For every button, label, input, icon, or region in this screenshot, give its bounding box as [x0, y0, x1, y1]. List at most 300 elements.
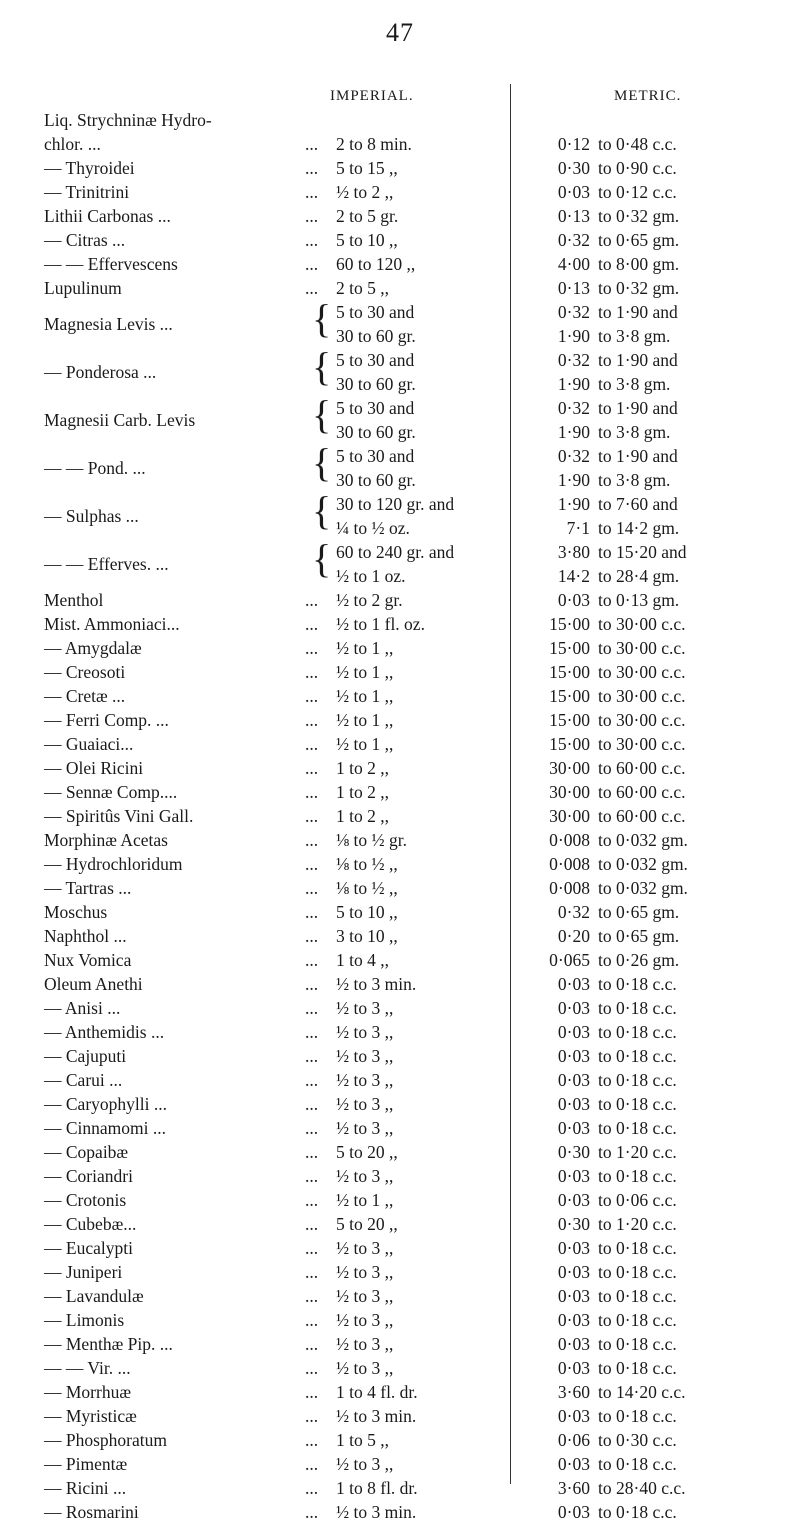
- table-row: [0, 440, 800, 494]
- table-row-line: [0, 1430, 800, 1451]
- table-row-line: [0, 374, 800, 395]
- metric-dose-high: to 1·90 and: [598, 350, 678, 370]
- imperial-dose: ½ to 2 ,,: [336, 182, 394, 202]
- metric-dose-low: 1·90: [557, 422, 590, 442]
- metric-dose-high: to 0·32 gm.: [598, 278, 680, 298]
- leader-dots: ...: [305, 638, 319, 658]
- imperial-dose: ½ to 1 ,,: [336, 662, 394, 682]
- table-row: [0, 782, 800, 806]
- metric-dose-low: 3·60: [557, 1478, 590, 1498]
- table-row-line: [0, 806, 800, 827]
- imperial-dose: ½ to 3 ,,: [336, 1118, 394, 1138]
- table-row: [0, 1046, 800, 1070]
- drug-name: — Citras ...: [44, 230, 126, 250]
- imperial-dose: 1 to 4 fl. dr.: [336, 1382, 418, 1402]
- imperial-dose: 5 to 30 and: [336, 350, 415, 370]
- metric-dose-high: to 30·00 c.c.: [598, 710, 686, 730]
- drug-name: — Cubebæ...: [44, 1214, 137, 1234]
- drug-name: — — Effervescens: [44, 254, 178, 274]
- metric-dose-high: to 0·65 gm.: [598, 902, 680, 922]
- leader-dots: ...: [305, 1334, 319, 1354]
- drug-name: — Myristicæ: [44, 1406, 137, 1426]
- imperial-dose: ½ to 1 ,,: [336, 686, 394, 706]
- table-row-line: [0, 710, 800, 731]
- drug-name: Menthol: [44, 590, 104, 610]
- table-row-line: [0, 1382, 800, 1403]
- leader-dots: ...: [305, 1166, 319, 1186]
- table-row: [0, 662, 800, 686]
- imperial-dose: ½ to 1 ,,: [336, 734, 394, 754]
- table-row-line: [0, 1142, 800, 1163]
- imperial-dose: ½ to 3 ,,: [336, 1046, 394, 1066]
- metric-dose-high: to 0·18 c.c.: [598, 1094, 677, 1114]
- drug-name: — Lavandulæ: [44, 1286, 144, 1306]
- metric-dose-low: 0·13: [557, 206, 590, 226]
- table-row-line: [0, 950, 800, 971]
- leader-dots: ...: [305, 1310, 319, 1330]
- metric-dose-low: 0·30: [557, 1142, 590, 1162]
- table-row-line: [0, 110, 800, 131]
- table-row: [0, 1310, 800, 1334]
- leader-dots: ...: [305, 878, 319, 898]
- table-row: [0, 1454, 800, 1478]
- drug-name: — Spiritûs Vini Gall.: [44, 806, 194, 826]
- table-row-line: [0, 1310, 800, 1331]
- table-row-line: [0, 974, 800, 995]
- drug-name: — Copaibæ: [44, 1142, 129, 1162]
- metric-dose-high: to 0·18 c.c.: [598, 1286, 677, 1306]
- imperial-dose: 5 to 15 ,,: [336, 158, 398, 178]
- metric-dose-high: to 0·18 c.c.: [598, 1262, 677, 1282]
- brace-mark: {: [312, 296, 332, 341]
- drug-name: — Anthemidis ...: [44, 1022, 165, 1042]
- leader-dots: ...: [305, 182, 319, 202]
- table-row-line: [0, 1046, 800, 1067]
- metric-dose-high: to 0·032 gm.: [598, 854, 688, 874]
- table-row-line: [0, 1238, 800, 1259]
- brace-mark: {: [312, 488, 332, 533]
- imperial-dose: 3 to 10 ,,: [336, 926, 398, 946]
- table-row: [0, 230, 800, 254]
- table-row: [0, 950, 800, 974]
- metric-dose-low: 0·32: [557, 302, 590, 322]
- imperial-dose: 5 to 30 and: [336, 446, 415, 466]
- metric-dose-low: 0·03: [557, 1358, 590, 1378]
- drug-name: — Coriandri: [44, 1166, 133, 1186]
- metric-dose-high: to 0·18 c.c.: [598, 1118, 677, 1138]
- imperial-dose: 1 to 2 ,,: [336, 758, 389, 778]
- table-row-line: [0, 1478, 800, 1499]
- imperial-dose: 5 to 10 ,,: [336, 902, 398, 922]
- metric-dose-high: to 28·4 gm.: [598, 566, 680, 586]
- leader-dots: ...: [305, 758, 319, 778]
- table-row: [0, 1022, 800, 1046]
- imperial-dose: ½ to 3 ,,: [336, 1022, 394, 1042]
- metric-dose-low: 0·008: [549, 854, 590, 874]
- metric-dose-low: 15·00: [549, 734, 590, 754]
- metric-dose-high: to 0·18 c.c.: [598, 1454, 677, 1474]
- table-row-line: [0, 1094, 800, 1115]
- leader-dots: ...: [305, 1262, 319, 1282]
- table-row-line: [0, 1118, 800, 1139]
- dosage-table: [0, 110, 800, 1526]
- table-row-line: [0, 998, 800, 1019]
- table-row-line: [0, 758, 800, 779]
- metric-dose-low: 0·03: [557, 1022, 590, 1042]
- table-row: [0, 710, 800, 734]
- leader-dots: ...: [305, 926, 319, 946]
- metric-dose-high: to 1·90 and: [598, 446, 678, 466]
- leader-dots: ...: [305, 206, 319, 226]
- drug-name: Moschus: [44, 902, 108, 922]
- imperial-dose: ⅛ to ½ gr.: [336, 830, 407, 850]
- table-row: [0, 686, 800, 710]
- table-row: [0, 734, 800, 758]
- metric-dose-high: to 28·40 c.c.: [598, 1478, 686, 1498]
- metric-dose-high: to 0·18 c.c.: [598, 1310, 677, 1330]
- table-row-line: [0, 230, 800, 251]
- metric-dose-high: to 1·20 c.c.: [598, 1142, 677, 1162]
- metric-dose-low: 0·30: [557, 158, 590, 178]
- drug-name: — Hydrochloridum: [44, 854, 183, 874]
- table-row-line: [0, 1214, 800, 1235]
- metric-dose-high: to 0·18 c.c.: [598, 1358, 677, 1378]
- metric-dose-low: 0·03: [557, 182, 590, 202]
- metric-dose-high: to 14·20 c.c.: [598, 1382, 686, 1402]
- metric-dose-low: 0·03: [557, 1238, 590, 1258]
- metric-dose-low: 0·03: [557, 998, 590, 1018]
- imperial-dose: ½ to 3 ,,: [336, 1262, 394, 1282]
- imperial-dose: ½ to 3 ,,: [336, 1286, 394, 1306]
- imperial-dose: ⅛ to ½ ,,: [336, 878, 398, 898]
- table-row: [0, 638, 800, 662]
- imperial-dose: 30 to 60 gr.: [336, 422, 416, 442]
- brace-mark: {: [312, 440, 332, 485]
- drug-name: — Phosphoratum: [44, 1430, 167, 1450]
- drug-name: — Anisi ...: [44, 998, 121, 1018]
- drug-name: — — Efferves. ...: [44, 554, 169, 574]
- table-row-line: [0, 1454, 800, 1475]
- drug-name: — Juniperi: [44, 1262, 123, 1282]
- drug-name: Mist. Ammoniaci...: [44, 614, 180, 634]
- metric-dose-low: 0·32: [557, 902, 590, 922]
- metric-dose-high: to 0·18 c.c.: [598, 1502, 677, 1522]
- metric-dose-low: 1·90: [557, 326, 590, 346]
- brace-mark: {: [312, 344, 332, 389]
- metric-dose-low: 0·32: [557, 398, 590, 418]
- metric-dose-high: to 30·00 c.c.: [598, 686, 686, 706]
- table-row: [0, 1382, 800, 1406]
- leader-dots: ...: [305, 686, 319, 706]
- metric-dose-high: to 0·18 c.c.: [598, 1406, 677, 1426]
- metric-dose-low: 0·03: [557, 1118, 590, 1138]
- metric-dose-high: to 0·18 c.c.: [598, 974, 677, 994]
- table-row: [0, 1214, 800, 1238]
- leader-dots: ...: [305, 1118, 319, 1138]
- drug-name: — Ponderosa ...: [44, 362, 157, 382]
- table-row: [0, 758, 800, 782]
- imperial-dose: ½ to 3 ,,: [336, 998, 394, 1018]
- metric-dose-high: to 14·2 gm.: [598, 518, 680, 538]
- metric-dose-low: 0·03: [557, 1262, 590, 1282]
- table-row: [0, 1238, 800, 1262]
- table-row: [0, 1190, 800, 1214]
- drug-name: — Sulphas ...: [44, 506, 139, 526]
- imperial-dose: 5 to 30 and: [336, 398, 415, 418]
- imperial-dose: ½ to 3 min.: [336, 1502, 417, 1522]
- metric-dose-low: 0·03: [557, 1166, 590, 1186]
- imperial-dose: ¼ to ½ oz.: [336, 518, 410, 538]
- metric-dose-high: to 1·90 and: [598, 398, 678, 418]
- leader-dots: ...: [305, 1094, 319, 1114]
- table-row: [0, 536, 800, 590]
- table-row-line: [0, 1406, 800, 1427]
- drug-name: Naphthol ...: [44, 926, 127, 946]
- imperial-dose: ½ to 3 ,,: [336, 1166, 394, 1186]
- table-row: [0, 278, 800, 302]
- metric-dose-low: 15·00: [549, 662, 590, 682]
- leader-dots: ...: [305, 1358, 319, 1378]
- leader-dots: ...: [305, 1430, 319, 1450]
- table-row-line: [0, 590, 800, 611]
- table-row: [0, 1334, 800, 1358]
- table-row: [0, 1262, 800, 1286]
- imperial-dose: ½ to 2 gr.: [336, 590, 403, 610]
- table-row: [0, 1502, 800, 1526]
- imperial-dose: 1 to 8 fl. dr.: [336, 1478, 418, 1498]
- table-row: [0, 1406, 800, 1430]
- table-row-line: [0, 206, 800, 227]
- table-row: [0, 1478, 800, 1502]
- table-row-line: [0, 254, 800, 275]
- imperial-dose: ½ to 3 ,,: [336, 1310, 394, 1330]
- leader-dots: ...: [305, 1190, 319, 1210]
- table-row: [0, 182, 800, 206]
- table-row: [0, 854, 800, 878]
- drug-name: — Tartras ...: [44, 878, 132, 898]
- imperial-dose: 60 to 240 gr. and: [336, 542, 455, 562]
- table-row: [0, 296, 800, 350]
- drug-name: Oleum Anethi: [44, 974, 143, 994]
- leader-dots: ...: [305, 974, 319, 994]
- table-row: [0, 110, 800, 158]
- table-row: [0, 1070, 800, 1094]
- drug-name: Lithii Carbonas ...: [44, 206, 171, 226]
- leader-dots: ...: [305, 662, 319, 682]
- metric-dose-low: 0·30: [557, 1214, 590, 1234]
- metric-dose-high: to 30·00 c.c.: [598, 614, 686, 634]
- leader-dots: ...: [305, 158, 319, 178]
- table-row-line: [0, 1334, 800, 1355]
- imperial-dose: ½ to 1 oz.: [336, 566, 406, 586]
- metric-dose-high: to 0·30 c.c.: [598, 1430, 677, 1450]
- metric-dose-low: 30·00: [549, 782, 590, 802]
- drug-name: — Amygdalæ: [44, 638, 142, 658]
- drug-name: Liq. Strychninæ Hydro-: [44, 110, 212, 130]
- imperial-dose: 30 to 120 gr. and: [336, 494, 455, 514]
- metric-dose-low: 0·06: [557, 1430, 590, 1450]
- metric-dose-low: 0·03: [557, 1286, 590, 1306]
- drug-name: — Menthæ Pip. ...: [44, 1334, 173, 1354]
- imperial-dose: ⅛ to ½ ,,: [336, 854, 398, 874]
- table-row: [0, 1094, 800, 1118]
- metric-dose-low: 15·00: [549, 710, 590, 730]
- drug-name: — Trinitrini: [44, 182, 130, 202]
- metric-dose-low: 1·90: [557, 374, 590, 394]
- imperial-dose: 30 to 60 gr.: [336, 470, 416, 490]
- metric-dose-high: to 0·18 c.c.: [598, 1334, 677, 1354]
- metric-dose-low: 0·03: [557, 1190, 590, 1210]
- drug-name: — Creosoti: [44, 662, 126, 682]
- table-row: [0, 1430, 800, 1454]
- table-row-line: [0, 1286, 800, 1307]
- metric-dose-low: 0·008: [549, 830, 590, 850]
- imperial-header: IMPERIAL.: [330, 88, 414, 104]
- metric-dose-low: 0·03: [557, 1046, 590, 1066]
- imperial-dose: 30 to 60 gr.: [336, 326, 416, 346]
- table-row-line: [0, 1022, 800, 1043]
- drug-name: chlor. ...: [44, 134, 101, 154]
- imperial-dose: 1 to 2 ,,: [336, 782, 389, 802]
- metric-dose-low: 0·03: [557, 1502, 590, 1522]
- table-row-line: [0, 158, 800, 179]
- leader-dots: ...: [305, 1478, 319, 1498]
- metric-dose-low: 0·03: [557, 1070, 590, 1090]
- table-row: [0, 1142, 800, 1166]
- table-row-line: [0, 734, 800, 755]
- leader-dots: ...: [305, 614, 319, 634]
- metric-dose-high: to 0·06 c.c.: [598, 1190, 677, 1210]
- leader-dots: ...: [305, 134, 319, 154]
- drug-name: — Ricini ...: [44, 1478, 127, 1498]
- table-row-line: [0, 686, 800, 707]
- drug-name: — Cretæ ...: [44, 686, 126, 706]
- drug-name: — — Pond. ...: [44, 458, 146, 478]
- table-row: [0, 254, 800, 278]
- leader-dots: ...: [305, 998, 319, 1018]
- drug-name: — Thyroidei: [44, 158, 135, 178]
- leader-dots: ...: [305, 1022, 319, 1042]
- table-row-line: [0, 134, 800, 155]
- metric-dose-low: 0·20: [557, 926, 590, 946]
- table-row-line: [0, 1190, 800, 1211]
- table-row: [0, 344, 800, 398]
- drug-name: Magnesia Levis ...: [44, 314, 173, 334]
- column-headers: [0, 88, 800, 112]
- metric-dose-high: to 0·18 c.c.: [598, 1166, 677, 1186]
- drug-name: — Caryophylli ...: [44, 1094, 167, 1114]
- imperial-dose: 1 to 4 ,,: [336, 950, 389, 970]
- table-row-line: [0, 182, 800, 203]
- metric-dose-high: to 0·18 c.c.: [598, 998, 677, 1018]
- leader-dots: ...: [305, 1238, 319, 1258]
- leader-dots: ...: [305, 1046, 319, 1066]
- metric-dose-high: to 0·18 c.c.: [598, 1022, 677, 1042]
- metric-dose-low: 7·1: [566, 518, 590, 538]
- leader-dots: ...: [305, 1454, 319, 1474]
- table-row: [0, 614, 800, 638]
- table-row-line: [0, 926, 800, 947]
- metric-dose-low: 0·12: [557, 134, 590, 154]
- imperial-dose: 1 to 2 ,,: [336, 806, 389, 826]
- leader-dots: ...: [305, 830, 319, 850]
- table-row-line: [0, 566, 800, 587]
- leader-dots: ...: [305, 710, 319, 730]
- imperial-dose: ½ to 1 fl. oz.: [336, 614, 425, 634]
- table-row-line: [0, 422, 800, 443]
- metric-dose-high: to 1·20 c.c.: [598, 1214, 677, 1234]
- table-row-line: [0, 662, 800, 683]
- imperial-dose: 2 to 5 ,,: [336, 278, 389, 298]
- drug-name: Morphinæ Acetas: [44, 830, 168, 850]
- drug-name: — Limonis: [44, 1310, 125, 1330]
- drug-name: — Morrhuæ: [44, 1382, 132, 1402]
- leader-dots: ...: [305, 734, 319, 754]
- table-row-line: [0, 1262, 800, 1283]
- metric-dose-high: to 3·8 gm.: [598, 326, 671, 346]
- table-row-line: [0, 470, 800, 491]
- metric-dose-low: 15·00: [549, 638, 590, 658]
- drug-name: — Guaiaci...: [44, 734, 134, 754]
- metric-dose-low: 0·03: [557, 1094, 590, 1114]
- metric-dose-high: to 60·00 c.c.: [598, 782, 686, 802]
- table-row-line: [0, 1358, 800, 1379]
- brace-mark: {: [312, 392, 332, 437]
- table-row: [0, 806, 800, 830]
- metric-dose-high: to 60·00 c.c.: [598, 806, 686, 826]
- table-row: [0, 158, 800, 182]
- drug-name: Nux Vomica: [44, 950, 132, 970]
- imperial-dose: ½ to 3 ,,: [336, 1094, 394, 1114]
- table-row: [0, 1118, 800, 1142]
- metric-dose-high: to 3·8 gm.: [598, 422, 671, 442]
- metric-dose-low: 1·90: [557, 494, 590, 514]
- metric-dose-high: to 3·8 gm.: [598, 470, 671, 490]
- metric-dose-low: 15·00: [549, 686, 590, 706]
- metric-header: METRIC.: [614, 88, 682, 104]
- leader-dots: ...: [305, 254, 319, 274]
- table-row: [0, 902, 800, 926]
- table-row: [0, 998, 800, 1022]
- metric-dose-low: 1·90: [557, 470, 590, 490]
- imperial-dose: ½ to 3 ,,: [336, 1358, 394, 1378]
- metric-dose-low: 0·03: [557, 590, 590, 610]
- drug-name: — Carui ...: [44, 1070, 123, 1090]
- metric-dose-low: 14·2: [557, 566, 590, 586]
- leader-dots: ...: [305, 950, 319, 970]
- imperial-dose: ½ to 3 ,,: [336, 1238, 394, 1258]
- table-row: [0, 392, 800, 446]
- metric-dose-high: to 0·65 gm.: [598, 230, 680, 250]
- metric-dose-low: 0·03: [557, 1454, 590, 1474]
- table-row-line: [0, 638, 800, 659]
- metric-dose-low: 0·03: [557, 1334, 590, 1354]
- metric-dose-low: 0·008: [549, 878, 590, 898]
- metric-dose-high: to 0·032 gm.: [598, 830, 688, 850]
- imperial-dose: ½ to 3 ,,: [336, 1070, 394, 1090]
- drug-name: — Eucalypti: [44, 1238, 133, 1258]
- drug-name: — Pimentæ: [44, 1454, 128, 1474]
- metric-dose-high: to 60·00 c.c.: [598, 758, 686, 778]
- drug-name: — Cajuputi: [44, 1046, 127, 1066]
- leader-dots: ...: [305, 1142, 319, 1162]
- table-row: [0, 926, 800, 950]
- imperial-dose: 5 to 10 ,,: [336, 230, 398, 250]
- metric-dose-high: to 0·48 c.c.: [598, 134, 677, 154]
- leader-dots: ...: [305, 1070, 319, 1090]
- table-row: [0, 1358, 800, 1382]
- metric-dose-high: to 1·90 and: [598, 302, 678, 322]
